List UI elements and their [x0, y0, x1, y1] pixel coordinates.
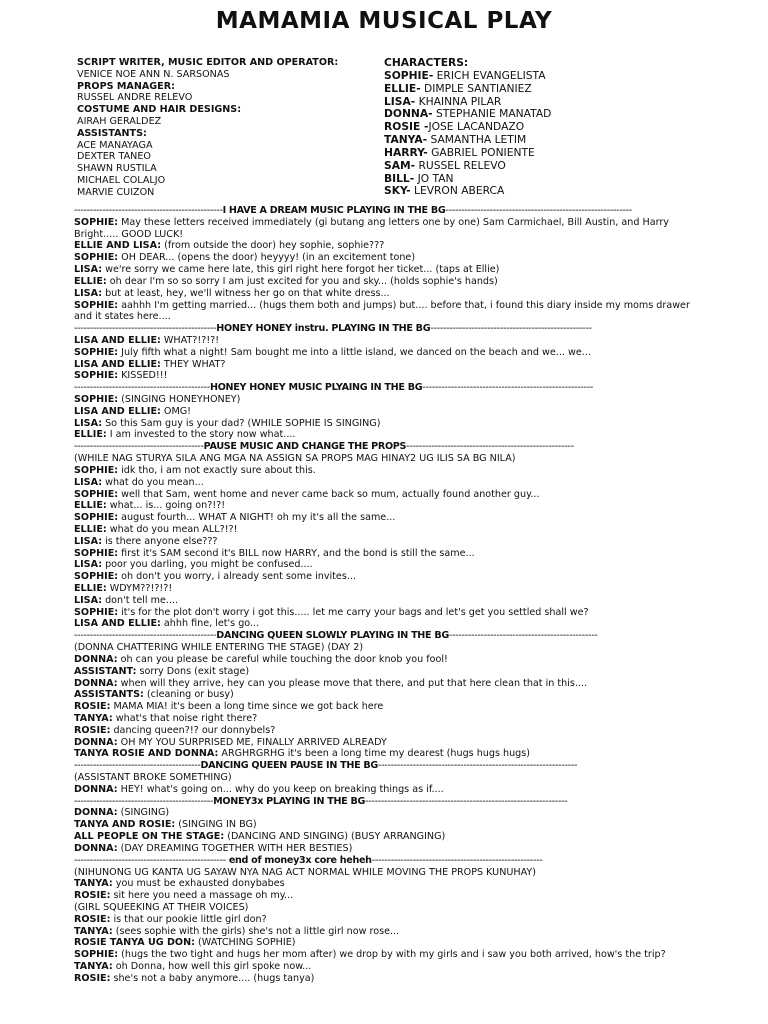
line-text: don't tell me....: [102, 594, 179, 606]
speaker-name: ELLIE:: [74, 523, 107, 535]
credit-line: ASSISTANTS:: [77, 127, 147, 139]
speaker-name: TANYA:: [74, 878, 113, 890]
credit-line: COSTUME AND HAIR DESIGNS:: [77, 104, 242, 116]
line-text: (hugs the two tight and hugs her mom after) we drop by with my girls and i saw you both arrived, how's the trip?: [118, 949, 666, 961]
speaker-name: LISA:: [74, 264, 103, 276]
music-cue-divider: [74, 441, 702, 453]
line-text: sit here you need a massage oh my...: [110, 890, 294, 902]
line-text: HEY! what's going on... why do you keep on breaking things as if....: [117, 783, 444, 795]
dialogue-line: [74, 654, 702, 666]
speaker-name: LISA AND ELLIE:: [74, 334, 161, 346]
music-cue-divider: [74, 760, 702, 772]
line-text: THEY WHAT?: [160, 358, 226, 370]
line-text: what do you mean ALL?!?!: [106, 523, 238, 535]
speaker-name: LISA:: [74, 417, 103, 429]
cast-line: ELLIE- DIMPLE SANTIANIEZ: [384, 82, 532, 95]
speaker-name: DONNA:: [74, 807, 118, 819]
line-text: it's for the plot don't worry i got this..... let me carry your bags and let's get you settled shall we?: [118, 606, 589, 618]
line-text: first it's SAM second it's BILL now HARRY, and the bond is still the same...: [118, 547, 475, 559]
speaker-name: ROSIE:: [74, 890, 111, 902]
dialogue-line: [74, 831, 702, 843]
dialogue-line: [74, 890, 702, 902]
credit-line: MARVIE CUIZON: [77, 186, 155, 198]
music-cue-label: DANCING QUEEN SLOWLY PLAYING IN THE BG: [216, 630, 449, 642]
divider-dashes: -----------------------------------------------: [74, 205, 223, 216]
speaker-name: SOPHIE:: [74, 949, 119, 961]
characters-block: [384, 57, 704, 198]
divider-dashes: ----------------------------------------------------------------: [365, 795, 568, 807]
speaker-name: LISA:: [74, 559, 103, 571]
speaker-name: TANYA ROSIE AND DONNA:: [74, 748, 219, 760]
music-cue-divider: [74, 382, 702, 394]
speaker-name: DONNA:: [74, 653, 118, 665]
dialogue-line: [74, 878, 702, 890]
dialogue-line: [74, 335, 702, 347]
speaker-name: SOPHIE:: [74, 547, 119, 559]
divider-dashes: ---------------------------------------------------------------: [377, 760, 578, 772]
divider-dashes: -------------------------------------------: [74, 382, 210, 394]
line-text: (DONNA CHATTERING WHILE ENTERING THE STAGE) (DAY 2): [74, 642, 364, 654]
cast-line: SKY- LEVRON ABERCA: [384, 185, 505, 198]
music-cue-label: I HAVE A DREAM MUSIC PLAYING IN THE BG: [222, 205, 446, 216]
speaker-name: LISA:: [74, 535, 103, 547]
line-text: aahhh I'm getting married... (hugs them both and jumps) but.... before that, i found this diary inside my moms drawer and it states here....: [74, 299, 690, 323]
line-text: well that Sam, went home and never came back so mum, actually found another guy...: [118, 488, 540, 500]
dialogue-line: [74, 406, 702, 418]
music-cue-label: MONEY3x PLAYING IN THE BG: [213, 795, 366, 807]
line-text: (GIRL SQUEEKING AT THEIR VOICES): [74, 901, 249, 913]
dialogue-line: [74, 370, 702, 382]
stage-direction: [74, 902, 702, 914]
cast-line: LISA- KHAINNA PILAR: [384, 95, 502, 108]
music-cue-divider: [74, 855, 702, 867]
divider-dashes: --------------------------------------------: [74, 795, 214, 807]
line-text: she's not a baby anymore.... (hugs tanya): [110, 972, 315, 984]
line-text: (from outside the door) hey sophie, sophie???: [161, 240, 385, 252]
dialogue-line: [74, 276, 702, 288]
dialogue-line: [74, 737, 702, 749]
speaker-name: ROSIE:: [74, 724, 111, 736]
dialogue-line: [74, 689, 702, 701]
stage-direction: [74, 772, 702, 784]
speaker-name: SOPHIE:: [74, 488, 119, 500]
speaker-name: TANYA AND ROSIE:: [74, 819, 176, 831]
credit-line: SCRIPT WRITER, MUSIC EDITOR AND OPERATOR:: [77, 57, 339, 68]
line-text: (WHILE NAG STURYA SILA ANG MGA NA ASSIGN SA PROPS MAG HINAY2 UG ILIS SA BG NILA): [74, 453, 516, 465]
speaker-name: LISA:: [74, 594, 103, 606]
speaker-name: ALL PEOPLE ON THE STAGE:: [74, 831, 225, 843]
dialogue-line: [74, 571, 702, 583]
dialogue-line: [74, 701, 702, 713]
line-text: poor you darling, you might be confused....: [102, 559, 313, 571]
dialogue-line: [74, 500, 702, 512]
line-text: but at least, hey, we'll witness her go on that white dress...: [102, 287, 390, 299]
speaker-name: SOPHIE:: [74, 606, 119, 618]
speaker-name: SOPHIE:: [74, 512, 119, 524]
credit-line: DEXTER TANEO: [77, 151, 151, 163]
credit-line: VENICE NOE ANN N. SARSONAS: [77, 68, 230, 80]
line-text: MAMA MIA! it's been a long time since we got back here: [110, 701, 384, 713]
line-text: (DANCING AND SINGING) (BUSY ARRANGING): [224, 831, 446, 843]
music-cue-label: DANCING QUEEN PAUSE IN THE BG: [200, 760, 378, 772]
credit-line: ACE MANAYAGA: [77, 139, 153, 151]
dialogue-line: [74, 595, 702, 607]
speaker-name: LISA:: [74, 287, 103, 299]
divider-dashes: ----------------------------------------: [74, 760, 201, 772]
dialogue-line: [74, 784, 702, 796]
line-text: is that our pookie little girl don?: [110, 913, 267, 925]
line-text: you must be exhausted donybabes: [112, 878, 285, 890]
speaker-name: SOPHIE:: [74, 346, 119, 358]
music-cue-label: HONEY HONEY instru. PLAYING IN THE BG: [216, 323, 431, 335]
dialogue-line: [74, 536, 702, 548]
line-text: WDYM??!?!?!: [106, 583, 173, 594]
line-text: what do you mean...: [102, 476, 204, 488]
speaker-name: ROSIE:: [74, 972, 111, 984]
credits-block: [77, 57, 367, 199]
dialogue-line: [74, 937, 702, 949]
speaker-name: DONNA:: [74, 783, 118, 795]
cast-line: DONNA- STEPHANIE MANATAD: [384, 108, 552, 121]
speaker-name: ELLIE:: [74, 429, 107, 441]
speaker-name: LISA:: [74, 476, 103, 488]
line-text: we're sorry we came here late, this girl right here forgot her ticket... (taps at Ellie): [102, 264, 500, 276]
stage-direction: [74, 453, 702, 465]
dialogue-line: [74, 300, 702, 324]
cast-line: TANYA- SAMANTHA LETIM: [384, 134, 527, 147]
dialogue-line: [74, 394, 702, 406]
speaker-name: TANYA:: [74, 712, 113, 724]
divider-dashes: -----------------------------------------------: [448, 630, 598, 642]
speaker-name: ROSIE:: [74, 701, 111, 713]
script-body: [74, 205, 702, 985]
line-text: oh can you please be careful while touching the door knob you fool!: [117, 653, 448, 665]
dialogue-line: [74, 465, 702, 477]
dialogue-line: [74, 678, 702, 690]
dialogue-line: [74, 713, 702, 725]
divider-dashes: -----------------------------------------------------: [406, 441, 574, 453]
line-text: what's that noise right there?: [112, 712, 258, 724]
speaker-name: SOPHIE:: [74, 571, 119, 583]
line-text: (SINGING IN BG): [175, 819, 257, 831]
speaker-name: DONNA:: [74, 677, 118, 689]
line-text: July fifth what a night! Sam bought me into a little island, we danced on the beach and we... we...: [118, 346, 591, 358]
line-text: oh Donna, how well this girl spoke now...: [112, 961, 312, 972]
divider-dashes: ------------------------------------------------------: [371, 854, 543, 866]
page-title: MAMAMIA MUSICAL PLAY: [215, 8, 553, 34]
line-text: (cleaning or busy): [143, 689, 234, 701]
music-cue-label: end of money3x core heheh: [225, 854, 372, 866]
speaker-name: LISA AND ELLIE:: [74, 405, 161, 417]
line-text: oh don't you worry, i already sent some invites...: [118, 571, 356, 583]
speaker-name: SOPHIE:: [74, 464, 119, 476]
line-text: OH MY YOU SURPRISED ME, FINALLY ARRIVED ALREADY: [117, 736, 387, 748]
dialogue-line: [74, 725, 702, 737]
divider-dashes: -----------------------------------------------------------: [445, 205, 632, 216]
dialogue-line: [74, 748, 702, 760]
music-cue-divider: [74, 630, 702, 642]
music-cue-label: HONEY HONEY MUSIC PLYAING IN THE BG: [209, 382, 423, 394]
speaker-name: ROSIE:: [74, 913, 111, 925]
dialogue-line: [74, 843, 702, 855]
line-text: (SINGING): [117, 807, 170, 819]
dialogue-line: [74, 583, 702, 595]
dialogue-line: [74, 252, 702, 264]
dialogue-line: [74, 240, 702, 252]
line-text: sorry Dons (exit stage): [136, 665, 250, 677]
speaker-name: SOPHIE:: [74, 299, 119, 311]
dialogue-line: [74, 217, 702, 241]
line-text: what... is... going on?!?!: [106, 500, 226, 512]
stage-direction: [74, 642, 702, 654]
line-text: KISSED!!!: [118, 370, 168, 382]
speaker-name: SOPHIE:: [74, 394, 119, 405]
dialogue-line: [74, 477, 702, 489]
line-text: (SINGING HONEYHONEY): [118, 394, 241, 405]
speaker-name: LISA AND ELLIE:: [74, 618, 161, 630]
speaker-name: ELLIE:: [74, 500, 107, 512]
line-text: So this Sam guy is your dad? (WHILE SOPHIE IS SINGING): [102, 417, 381, 429]
line-text: WHAT?!?!?!: [160, 334, 220, 346]
dialogue-line: [74, 618, 702, 630]
speaker-name: ELLIE:: [74, 583, 107, 594]
line-text: OH DEAR... (opens the door) heyyyy! (in an excitement tone): [118, 252, 416, 264]
line-text: (DAY DREAMING TOGETHER WITH HER BESTIES): [117, 842, 353, 854]
dialogue-line: [74, 489, 702, 501]
dialogue-line: [74, 512, 702, 524]
line-text: when will they arrive, hey can you please move that there, and put that here clean that in this....: [117, 677, 588, 689]
divider-dashes: ---------------------------------------------: [74, 323, 217, 335]
speaker-name: ELLIE:: [74, 275, 107, 287]
stage-direction: [74, 867, 702, 879]
dialogue-line: [74, 524, 702, 536]
line-text: ARGHRGRHG it's been a long time my dearest (hugs hugs hugs): [218, 748, 530, 760]
dialogue-line: [74, 666, 702, 678]
speaker-name: TANYA:: [74, 925, 113, 937]
line-text: May these letters received immediately (gi butang ang letters one by one) Sam Carmichael, Bill Austin, and Harry Bright..... GOOD LUCK!: [74, 216, 669, 240]
speaker-name: DONNA:: [74, 842, 118, 854]
line-text: OMG!: [160, 405, 192, 417]
credit-line: MICHAEL COLALJO: [77, 174, 166, 186]
dialogue-line: [74, 559, 702, 571]
speaker-name: SOPHIE:: [74, 370, 119, 382]
speaker-name: ELLIE AND LISA:: [74, 240, 162, 252]
line-text: dancing queen?!? our donnybels?: [110, 724, 276, 736]
music-cue-label: PAUSE MUSIC AND CHANGE THE PROPS: [203, 441, 407, 453]
dialogue-line: [74, 961, 702, 973]
dialogue-line: [74, 807, 702, 819]
music-cue-divider: [74, 796, 702, 808]
line-text: august fourth... WHAT A NIGHT! oh my it's all the same...: [118, 512, 396, 524]
dialogue-line: [74, 359, 702, 371]
cast-line: SAM- RUSSEL RELEVO: [384, 159, 506, 172]
speaker-name: TANYA:: [74, 961, 113, 972]
credit-line: SHAWN RUSTILA: [77, 163, 157, 175]
credit-line: RUSSEL ANDRE RELEVO: [77, 92, 193, 104]
characters-heading: CHARACTERS:: [384, 57, 469, 69]
dialogue-line: [74, 949, 702, 961]
speaker-name: SOPHIE:: [74, 252, 119, 264]
dialogue-line: [74, 926, 702, 938]
cast-line: HARRY- GABRIEL PONIENTE: [384, 146, 535, 159]
speaker-name: ASSISTANT:: [74, 665, 137, 677]
divider-dashes: ------------------------------------------------------: [422, 382, 594, 394]
dialogue-line: [74, 819, 702, 831]
speaker-name: ROSIE TANYA UG DON:: [74, 937, 195, 949]
dialogue-line: [74, 914, 702, 926]
line-text: (ASSISTANT BROKE SOMETHING): [74, 772, 232, 783]
speaker-name: SOPHIE:: [74, 216, 119, 228]
divider-dashes: ------------------------------------------------: [74, 854, 226, 866]
divider-dashes: ---------------------------------------------------: [430, 323, 592, 335]
dialogue-line: [74, 607, 702, 619]
line-text: oh dear I'm so so sorry I am just excited for you and sky... (holds sophie's hands): [106, 275, 498, 287]
line-text: (sees sophie with the girls) she's not a little girl now rose...: [112, 925, 400, 937]
line-text: (NIHUNONG UG KANTA UG SAYAW NYA NAG ACT NORMAL WHILE MOVING THE PROPS KUNUHAY): [74, 866, 537, 878]
divider-dashes: ---------------------------------------------: [74, 630, 217, 642]
speaker-name: ASSISTANTS:: [74, 689, 144, 701]
dialogue-line: [74, 429, 702, 441]
line-text: idk tho, i am not exactly sure about this.: [118, 464, 316, 476]
divider-dashes: -----------------------------------------: [74, 441, 204, 453]
line-text: (WATCHING SOPHIE): [194, 937, 296, 949]
cast-line: ROSIE -JOSE LACANDAZO: [384, 121, 525, 134]
line-text: I am invested to the story now what....: [106, 429, 296, 441]
line-text: ahhh fine, let's go...: [160, 618, 260, 630]
music-cue-divider: [74, 205, 702, 217]
dialogue-line: [74, 418, 702, 430]
cast-line: BILL- JO TAN: [384, 172, 454, 185]
speaker-name: LISA AND ELLIE:: [74, 358, 161, 370]
dialogue-line: [74, 264, 702, 276]
dialogue-line: [74, 288, 702, 300]
speaker-name: DONNA:: [74, 736, 118, 748]
line-text: is there anyone else???: [102, 535, 218, 547]
dialogue-line: [74, 548, 702, 560]
dialogue-line: [74, 347, 702, 359]
credit-line: PROPS MANAGER:: [77, 80, 175, 92]
credit-line: AIRAH GERALDEZ: [77, 115, 162, 127]
cast-line: SOPHIE- ERICH EVANGELISTA: [384, 69, 546, 82]
music-cue-divider: [74, 323, 702, 335]
dialogue-line: [74, 973, 702, 985]
